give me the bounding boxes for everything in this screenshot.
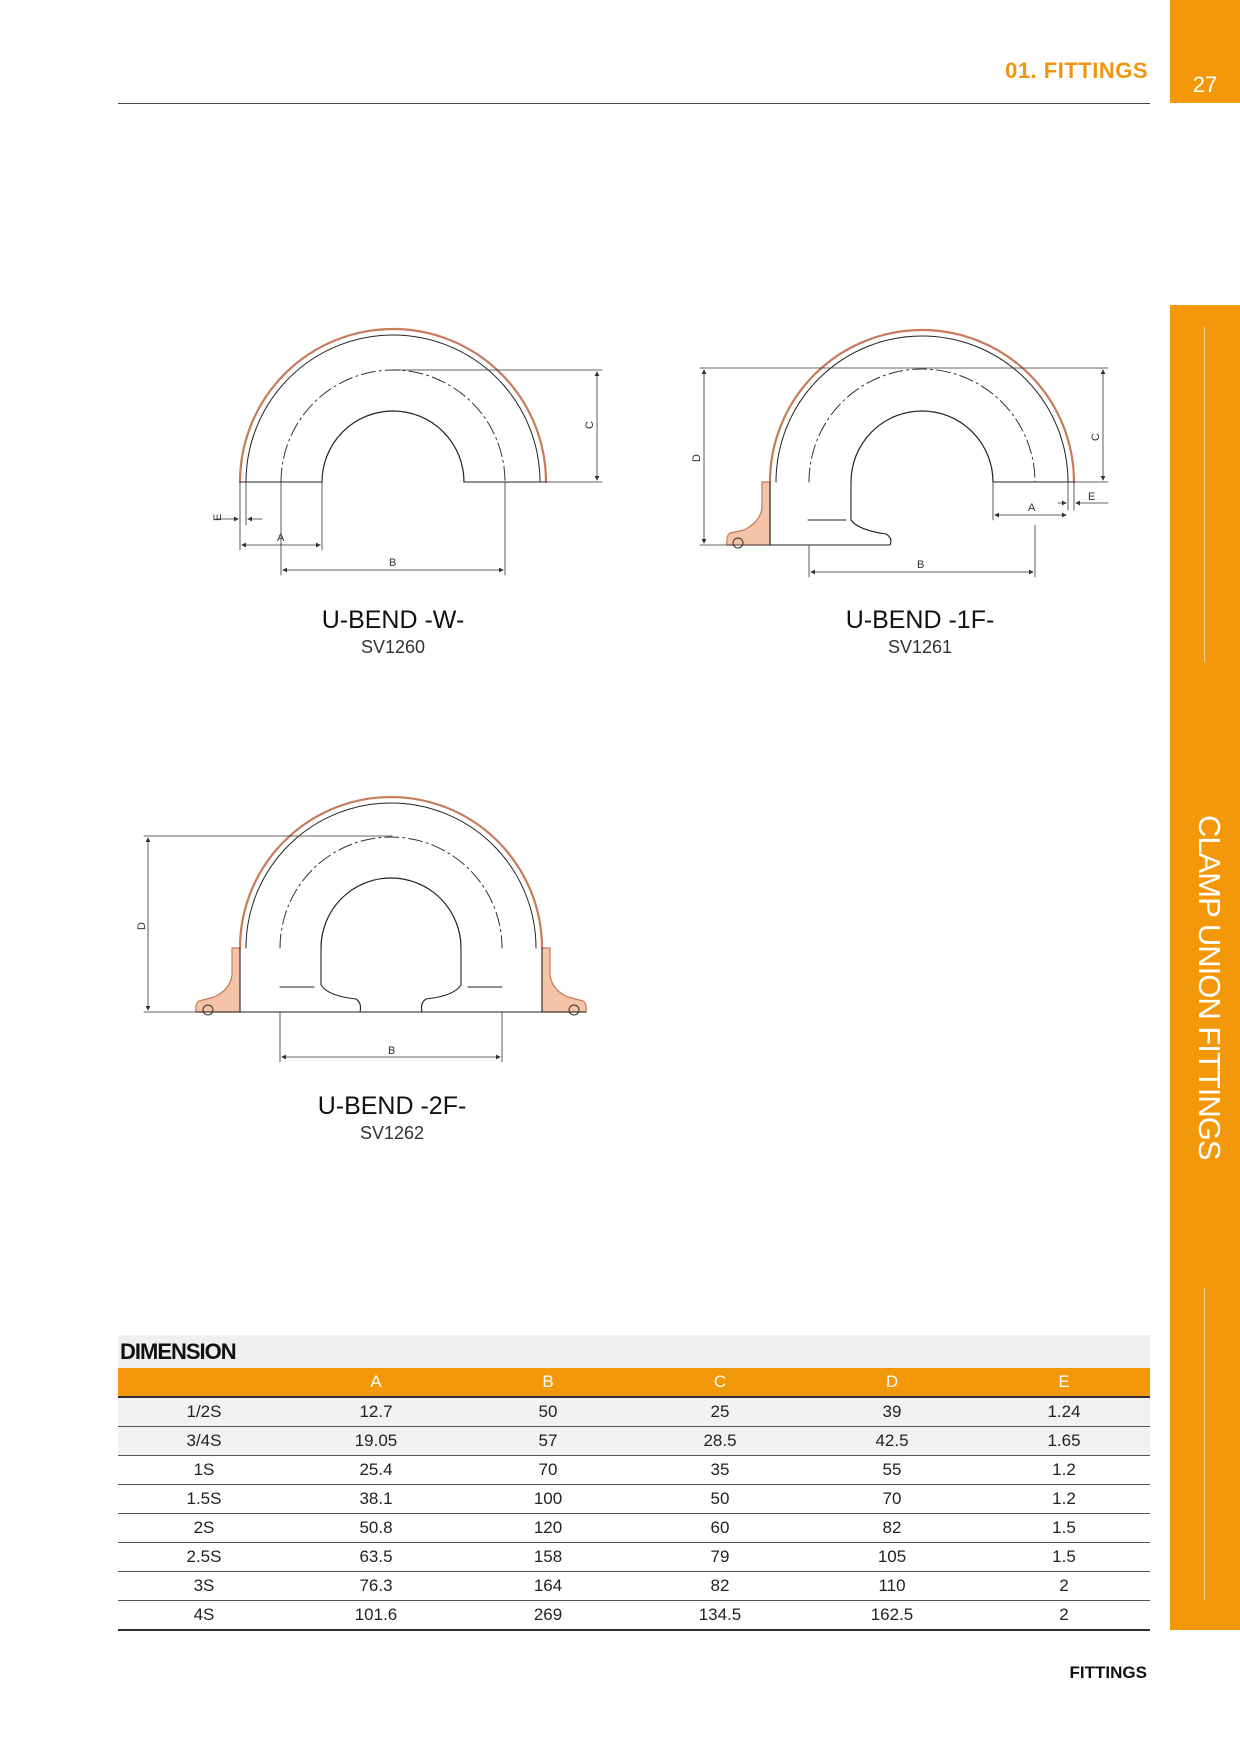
footer-label: FITTINGS	[1069, 1663, 1147, 1682]
table-cell: 50	[462, 1397, 634, 1427]
table-cell: 2.5S	[118, 1543, 290, 1572]
figure-title-u-bend-w: U-BEND -W-	[321, 606, 465, 634]
u-bend-2f-outer-wall	[240, 797, 542, 948]
dim-label-d-fig3: D	[136, 922, 148, 930]
side-category-label: CLAMP UNION FITTINGS	[1192, 815, 1227, 1160]
table-header-row	[118, 1368, 1150, 1397]
table-cell: 164	[462, 1572, 634, 1601]
dim-label-e-fig1: E	[212, 513, 224, 521]
table-cell: 1/2S	[118, 1397, 290, 1427]
table-row	[118, 1456, 1150, 1485]
table-cell: 2	[978, 1601, 1150, 1631]
table-cell: 19.05	[290, 1427, 462, 1456]
page-number: 27	[1192, 72, 1218, 97]
section-title: 01. FITTINGS	[1005, 58, 1148, 83]
u-bend-w-centerline	[281, 370, 505, 482]
table-cell: 2S	[118, 1514, 290, 1543]
table-row	[118, 1601, 1150, 1631]
figure-u-bend-2f	[144, 797, 586, 1062]
table-cell: 50.8	[290, 1514, 462, 1543]
figure-u-bend-1f	[700, 330, 1108, 577]
table-cell: 1.2	[978, 1485, 1150, 1514]
table-cell: 1.24	[978, 1397, 1150, 1427]
dim-label-b-fig1: B	[389, 557, 397, 569]
table-cell: 162.5	[806, 1601, 978, 1631]
table-cell: 4S	[118, 1601, 290, 1631]
dimension-table	[118, 1368, 1150, 1631]
table-header-b: B	[462, 1368, 634, 1397]
u-bend-1f-outer-inner	[776, 336, 1068, 482]
table-cell: 12.7	[290, 1397, 462, 1427]
u-bend-2f-left-flange	[196, 948, 240, 1012]
dim-label-a-fig2: A	[1028, 502, 1036, 514]
table-cell: 42.5	[806, 1427, 978, 1456]
table-cell: 39	[806, 1397, 978, 1427]
table-cell: 2	[978, 1572, 1150, 1601]
u-bend-1f-outer-wall	[770, 330, 1074, 482]
dim-label-b-fig3: B	[388, 1045, 396, 1057]
table-cell: 1.5	[978, 1514, 1150, 1543]
table-cell: 25	[634, 1397, 806, 1427]
u-bend-w-outer-wall	[240, 329, 546, 482]
table-cell: 110	[806, 1572, 978, 1601]
table-cell: 100	[462, 1485, 634, 1514]
table-cell: 1.5	[978, 1543, 1150, 1572]
table-cell: 79	[634, 1543, 806, 1572]
table-cell: 1.5S	[118, 1485, 290, 1514]
table-row	[118, 1543, 1150, 1572]
dim-label-d-fig2: D	[691, 454, 703, 462]
table-cell: 3/4S	[118, 1427, 290, 1456]
table-cell: 55	[806, 1456, 978, 1485]
dim-label-e-fig2: E	[1088, 491, 1096, 503]
table-cell: 1.65	[978, 1427, 1150, 1456]
table-row	[118, 1485, 1150, 1514]
u-bend-2f-inner-wall	[321, 878, 461, 948]
table-cell: 82	[806, 1514, 978, 1543]
table-cell: 76.3	[290, 1572, 462, 1601]
dim-label-b-fig2: B	[917, 559, 925, 571]
table-header-c: C	[634, 1368, 806, 1397]
table-cell: 50	[634, 1485, 806, 1514]
figure-code-sv1261: SV1261	[887, 637, 953, 657]
u-bend-w-outer-inner	[246, 335, 540, 482]
table-cell: 70	[806, 1485, 978, 1514]
dim-label-a-fig1: A	[277, 532, 285, 544]
table-header-e: E	[978, 1368, 1150, 1397]
table-cell: 82	[634, 1572, 806, 1601]
dimension-heading: DIMENSION	[118, 1335, 1150, 1368]
table-cell: 38.1	[290, 1485, 462, 1514]
figure-code-sv1262: SV1262	[359, 1123, 425, 1143]
table-cell: 1S	[118, 1456, 290, 1485]
table-cell: 120	[462, 1514, 634, 1543]
table-cell: 134.5	[634, 1601, 806, 1631]
u-bend-2f-outer-inner	[246, 803, 536, 948]
table-header-a: A	[290, 1368, 462, 1397]
table-cell: 25.4	[290, 1456, 462, 1485]
dim-label-c-fig1: C	[584, 421, 596, 429]
figure-u-bend-w	[216, 329, 602, 575]
table-cell: 28.5	[634, 1427, 806, 1456]
table-cell: 105	[806, 1543, 978, 1572]
dim-label-c-fig2: C	[1090, 433, 1102, 441]
table-cell: 60	[634, 1514, 806, 1543]
figure-title-u-bend-2f: U-BEND -2F-	[317, 1092, 467, 1120]
table-cell: 158	[462, 1543, 634, 1572]
table-cell: 3S	[118, 1572, 290, 1601]
table-header-size	[118, 1368, 290, 1397]
table-row	[118, 1572, 1150, 1601]
table-header-d: D	[806, 1368, 978, 1397]
u-bend-1f-left-flange	[727, 482, 770, 545]
table-cell: 63.5	[290, 1543, 462, 1572]
table-cell: 101.6	[290, 1601, 462, 1631]
table-cell: 269	[462, 1601, 634, 1631]
table-cell: 57	[462, 1427, 634, 1456]
u-bend-2f-right-flange	[542, 948, 586, 1012]
table-row	[118, 1427, 1150, 1456]
u-bend-w-inner-wall	[322, 411, 464, 482]
u-bend-1f-centerline	[809, 369, 1035, 482]
u-bend-1f-inner-wall	[851, 411, 993, 482]
figure-code-sv1260: SV1260	[360, 637, 426, 657]
table-cell: 1.2	[978, 1456, 1150, 1485]
table-row	[118, 1397, 1150, 1427]
figure-title-u-bend-1f: U-BEND -1F-	[845, 606, 995, 634]
table-row	[118, 1514, 1150, 1543]
table-cell: 70	[462, 1456, 634, 1485]
u-bend-2f-centerline	[280, 837, 502, 948]
table-cell: 35	[634, 1456, 806, 1485]
